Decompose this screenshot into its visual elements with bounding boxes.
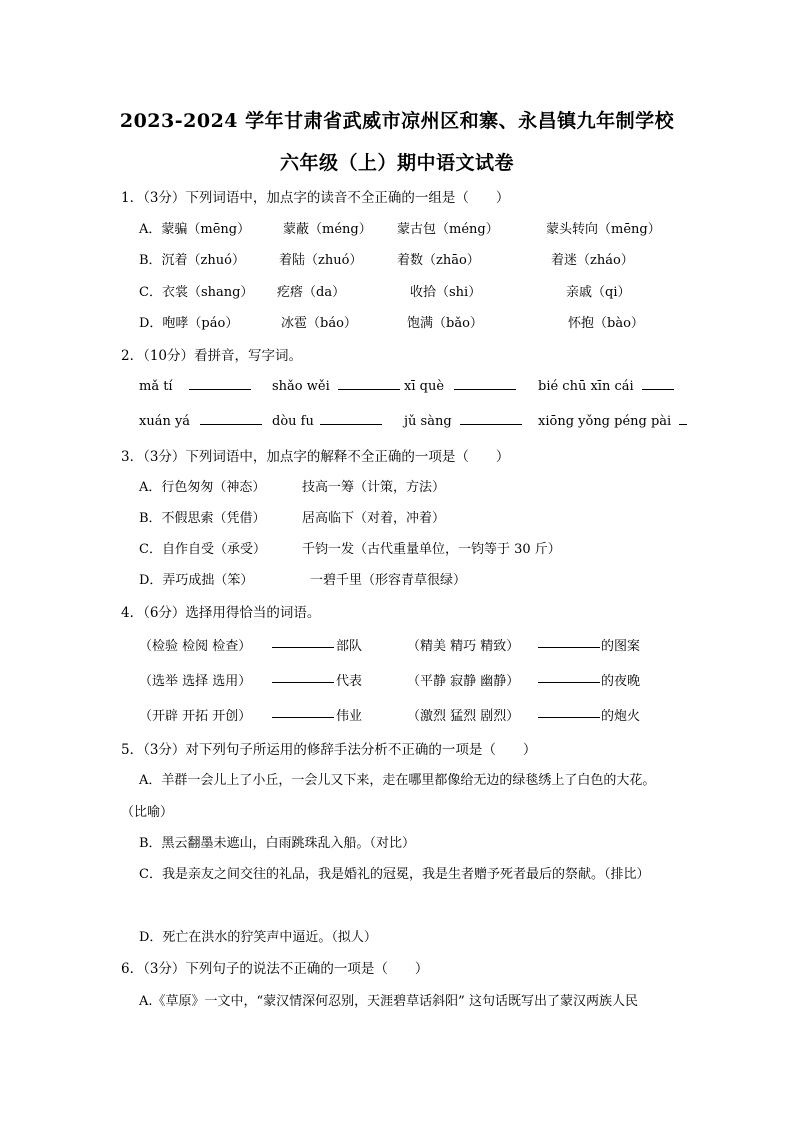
q2-answer-blank-1[interactable] [189, 377, 251, 390]
q4-row3-word-left: 伟业 [336, 709, 363, 724]
q4-row3-choices-right: （激烈 猛烈 剧烈） [407, 709, 520, 724]
q1-stem: 1．（3分）下列词语中，加点字的读音不全正确的一组是（ ） [121, 190, 510, 206]
q2-pinyin-6 [272, 412, 382, 429]
q4-blank-5[interactable] [272, 705, 334, 718]
q5-option-a-cont: （比喻） [121, 805, 174, 820]
q1-b-4: 着迷（zháo） [551, 253, 634, 268]
q2-pinyin-1-text: mǎ tí [139, 379, 173, 394]
q2-pinyin-1 [139, 377, 251, 394]
q1-d-4: 怀抱（bào） [568, 316, 644, 331]
q2-stem: 2．（10分）看拼音，写字词。 [121, 348, 303, 364]
q5-option-b: B．黑云翻墨未遮山，白雨跳珠乱入船。（对比） [139, 836, 416, 851]
q5-stem: 5．（3分）对下列句子所运用的修辞手法分析不正确的一项是（ ） [121, 742, 537, 758]
q4-stem: 4．（6分）选择用得恰当的词语。 [121, 605, 321, 621]
q5-option-a: A．羊群一会儿上了小丘，一会儿又下来，走在哪里都像给无边的绿毯绣上了白色的大花。 [139, 773, 656, 788]
q1-c-4: 亲戚（qi） [566, 285, 631, 300]
q4-blank-4[interactable] [538, 670, 600, 683]
q6-stem: 6．（3分）下列句子的说法不正确的一项是（ ） [121, 961, 429, 977]
exam-title-line2: 六年级（上）期中语文试卷 [279, 152, 514, 174]
q3-b-2: 居高临下（对着，冲着） [302, 511, 446, 526]
q2-pinyin-5 [139, 412, 262, 429]
q6-option-a: A.《草原》一文中，“蒙汉情深何忍别，天涯碧草话斜阳” 这句话既写出了蒙汉两族人民 [139, 994, 638, 1009]
q2-pinyin-4 [538, 377, 674, 394]
q3-a-2: 技高一筹（计策，方法） [302, 480, 446, 495]
q1-d-2: 冰雹（báo） [281, 316, 357, 331]
q1-d-1: D．咆哮（páo） [139, 316, 239, 331]
q1-a-4: 蒙头转向（mēng） [546, 222, 661, 237]
q1-a-3: 蒙古包（méng） [397, 222, 499, 237]
q3-a-1: A．行色匆匆（神态） [139, 480, 266, 495]
q2-pinyin-2 [272, 377, 400, 394]
q5-option-d: D．死亡在洪水的狞笑声中逼近。（拟人） [139, 930, 377, 945]
q2-answer-blank-3[interactable] [454, 377, 516, 390]
q4-blank-6[interactable] [538, 705, 600, 718]
q1-a-2: 蒙蔽（méng） [283, 222, 372, 237]
q3-b-1: B．不假思索（凭借） [139, 511, 266, 526]
q2-answer-blank-7[interactable] [460, 412, 522, 425]
q4-row2-choices-left: （选举 选择 选用） [139, 674, 252, 689]
q2-answer-blank-5[interactable] [200, 412, 262, 425]
q3-c-1: C．自作自受（承受） [139, 542, 266, 557]
q4-row2-word-right: 的夜晚 [601, 674, 641, 689]
q4-row1-word-right: 的图案 [601, 639, 641, 654]
q4-blank-3[interactable] [272, 670, 334, 683]
q2-pinyin-2-text: shǎo wěi [272, 379, 330, 394]
q4-row1-choices-left: （检验 检阅 检查） [139, 639, 252, 654]
q2-pinyin-8-text: xiōng yǒng péng pài [538, 414, 672, 429]
q2-pinyin-6-text: dòu fu [272, 414, 314, 429]
q4-row3-word-right: 的炮火 [601, 709, 641, 724]
q3-d-2: 一碧千里（形容青草很绿） [310, 573, 467, 588]
q4-blank-2[interactable] [538, 635, 600, 648]
q5-option-c: C．我是亲友之间交往的礼品，我是婚礼的冠冕，我是生者赠予死者最后的祭献。（排比） [139, 867, 650, 882]
q2-pinyin-3-text: xī què [404, 379, 445, 394]
q2-answer-blank-4[interactable] [642, 377, 674, 390]
q1-c-1: C．衣裳（shang） [139, 285, 254, 300]
q2-pinyin-5-text: xuán yá [139, 414, 191, 429]
q2-pinyin-7-text: jǔ sàng [404, 414, 452, 429]
q1-b-3: 着数（zhāo） [397, 253, 480, 268]
q1-d-3: 饱满（bǎo） [407, 316, 483, 331]
q1-a-1: A．蒙骗（mēng） [139, 222, 251, 237]
q2-pinyin-8 [538, 412, 687, 429]
q2-answer-blank-6[interactable] [320, 412, 382, 425]
q3-d-1: D．弄巧成拙（笨） [139, 573, 254, 588]
q4-row1-choices-right: （精美 精巧 精致） [407, 639, 520, 654]
q2-pinyin-7 [404, 412, 522, 429]
q4-row2-choices-right: （平静 寂静 幽静） [407, 674, 520, 689]
q2-answer-blank-8[interactable] [679, 412, 687, 425]
q3-stem: 3．（3分）下列词语中，加点字的解释不全正确的一项是（ ） [121, 449, 510, 465]
q2-pinyin-3 [404, 377, 516, 394]
q1-c-2: 疙瘩（da） [277, 285, 346, 300]
q2-pinyin-4-text: bié chū xīn cái [538, 379, 634, 394]
q3-c-2: 千钧一发（古代重量单位，一钧等于 30 斤） [302, 542, 561, 557]
q4-row2-word-left: 代表 [336, 674, 363, 689]
exam-title-line1: 2023-2024 学年甘肃省武威市凉州区和寨、永昌镇九年制学校 [119, 110, 675, 132]
q1-b-1: B．沉着（zhuó） [139, 253, 245, 268]
q4-row3-choices-left: （开辟 开拓 开创） [139, 709, 252, 724]
q4-row1-word-left: 部队 [336, 639, 363, 654]
q1-c-3: 收拾（shi） [410, 285, 482, 300]
q2-answer-blank-2[interactable] [338, 377, 400, 390]
q1-b-2: 着陆（zhuó） [279, 253, 363, 268]
q4-blank-1[interactable] [272, 635, 334, 648]
